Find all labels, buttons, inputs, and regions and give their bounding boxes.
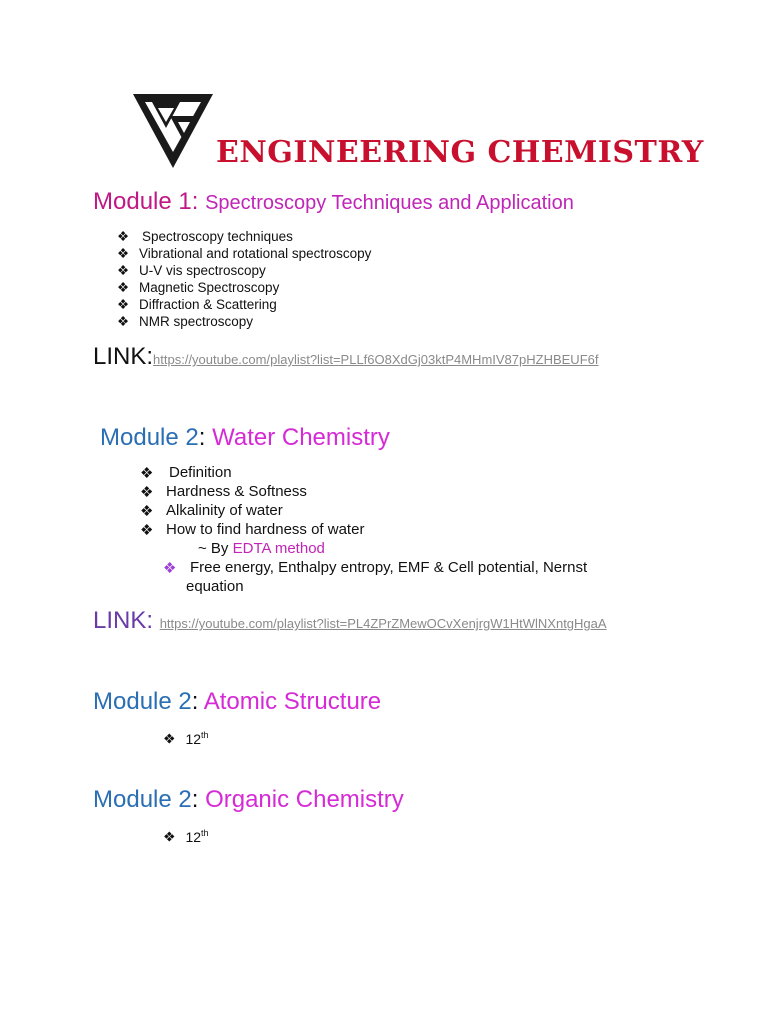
bullet-icon: ❖ <box>140 522 154 539</box>
module-organic-chemistry-heading: Module 2: Organic Chemistry <box>93 786 404 813</box>
list-item: ❖ Magnetic Spectroscopy <box>117 280 280 295</box>
bullet-icon: ❖ <box>117 246 130 261</box>
module-topic: Organic Chemistry <box>205 786 404 813</box>
module-2-heading: Module 2: Water Chemistry <box>100 424 390 451</box>
brand-logo-icon <box>130 88 216 170</box>
bullet-icon: ❖ <box>140 465 154 482</box>
bullet-icon: ❖ <box>117 314 130 329</box>
list-item: ❖ U-V vis spectroscopy <box>117 263 266 278</box>
list-item: ❖ Hardness & Softness <box>140 483 307 501</box>
module-2-extra-item: ❖ Free energy, Enthalpy entropy, EMF & Cell potential, Nernst equation <box>163 559 588 595</box>
module-1-topic: Spectroscopy Techniques and Application <box>205 192 574 214</box>
list-item: ❖ 12th <box>163 828 209 845</box>
module-2-link-row <box>93 607 607 635</box>
list-item: ❖ Diffraction & Scattering <box>117 297 277 312</box>
page-title: ENGINEERING CHEMISTRY <box>216 135 704 170</box>
bullet-icon: ❖ <box>140 503 154 520</box>
module-1-heading <box>93 188 574 216</box>
module-atomic-structure-heading: Module 2: Atomic Structure <box>93 688 382 715</box>
bullet-icon: ❖ <box>117 280 130 295</box>
bullet-icon: ❖ <box>163 730 176 747</box>
module-2-label: Module 2 <box>100 424 199 451</box>
module-1-playlist-link[interactable]: https://youtube.com/playlist?list=PLLf6O8XdGj03ktP4MHmIV87pHZHBEUF6f <box>153 352 599 367</box>
list-item: ❖ NMR spectroscopy <box>117 314 254 329</box>
link-label: LINK: <box>93 607 160 634</box>
document-header <box>130 88 704 178</box>
module-2-topic-list <box>140 464 440 540</box>
module-2-topic: Water Chemistry <box>212 424 390 451</box>
module-topic: Atomic Structure <box>203 688 382 715</box>
list-item: ❖ Spectroscopy techniques <box>117 229 293 244</box>
module-label: Module 2 <box>93 786 192 813</box>
module-label: Module 2 <box>93 688 192 715</box>
bullet-icon: ❖ <box>117 229 130 244</box>
list-item: ❖ Vibrational and rotational spectroscopy <box>117 246 372 261</box>
list-item: ❖ 12th <box>163 730 209 747</box>
module-1-link-row <box>93 343 598 371</box>
list-item: ❖ Definition <box>140 464 232 482</box>
module-1-label: Module 1: <box>93 188 206 215</box>
bullet-icon: ❖ <box>117 297 130 312</box>
bullet-icon: ❖ <box>117 263 130 278</box>
module-1-topic-list <box>117 229 437 331</box>
edta-method-text: EDTA method <box>232 540 325 557</box>
list-item: ❖ How to find hardness of water <box>140 521 365 539</box>
link-label: LINK: <box>93 343 154 370</box>
bullet-icon: ❖ <box>163 560 177 577</box>
module-2-sub-item: ~ By EDTA method <box>198 540 325 557</box>
bullet-icon: ❖ <box>140 484 154 501</box>
list-item: ❖ Alkalinity of water <box>140 502 283 520</box>
module-2-playlist-link[interactable]: https://youtube.com/playlist?list=PL4ZPrZMewOCvXenjrgW1HtWlNXntgHgaA <box>159 616 607 631</box>
bullet-icon: ❖ <box>163 828 176 845</box>
